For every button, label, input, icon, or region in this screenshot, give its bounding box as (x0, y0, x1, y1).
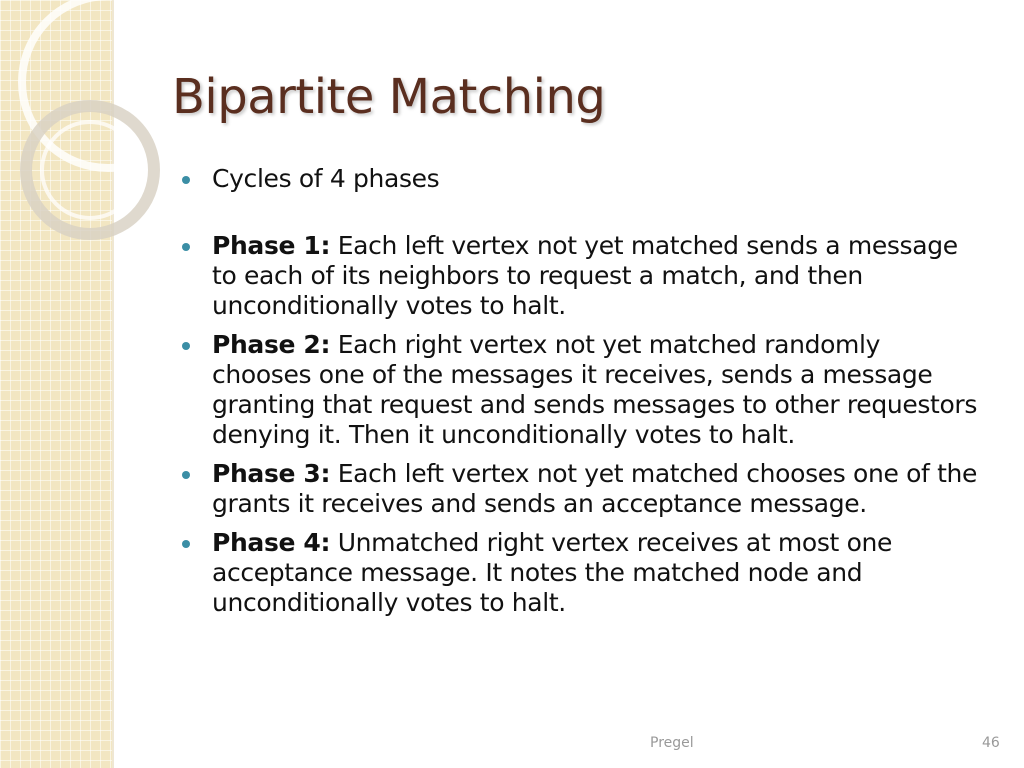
bullet-item-cycles (180, 164, 985, 194)
phase-label: Phase 4: (212, 528, 331, 557)
phase-description: Each right vertex not yet matched randomly chooses one of the messages it receives, sends a message granting that request and sends messages to other requestors denying it. Then it unconditionally votes to halt. (212, 330, 978, 449)
bullet-item-phase-2 (180, 330, 985, 450)
bullet-dot-icon (182, 471, 190, 479)
phase-label: Phase 2: (212, 330, 331, 359)
bullet-item-phase-1 (180, 231, 985, 321)
bullet-dot-icon (182, 243, 190, 251)
bullet-item-phase-3 (180, 459, 985, 519)
decorative-ring-outer (22, 0, 180, 168)
phase-description: Each left vertex not yet matched chooses one of the grants it receives and sends an acceptance message. (212, 459, 978, 518)
page-number: 46 (982, 735, 1000, 751)
phase-label: Phase 3: (212, 459, 331, 488)
bullet-dot-icon (182, 342, 190, 350)
phase-description: Unmatched right vertex receives at most one acceptance message. It notes the matched node and unconditionally votes to halt. (212, 528, 893, 617)
bullet-dot-icon (182, 176, 190, 184)
bullet-dot-icon (182, 540, 190, 548)
phase-label: Phase 1: (212, 231, 331, 260)
slide-title: Bipartite Matching (172, 69, 606, 125)
bullet-item-phase-4 (180, 528, 985, 618)
footer-label: Pregel (650, 735, 694, 751)
bullet-list (180, 164, 985, 627)
phase-description: Each left vertex not yet matched sends a message to each of its neighbors to request a match, and then unconditionally votes to halt. (212, 231, 958, 320)
decorative-rings (0, 0, 180, 260)
bullet-text: Cycles of 4 phases (212, 164, 440, 193)
